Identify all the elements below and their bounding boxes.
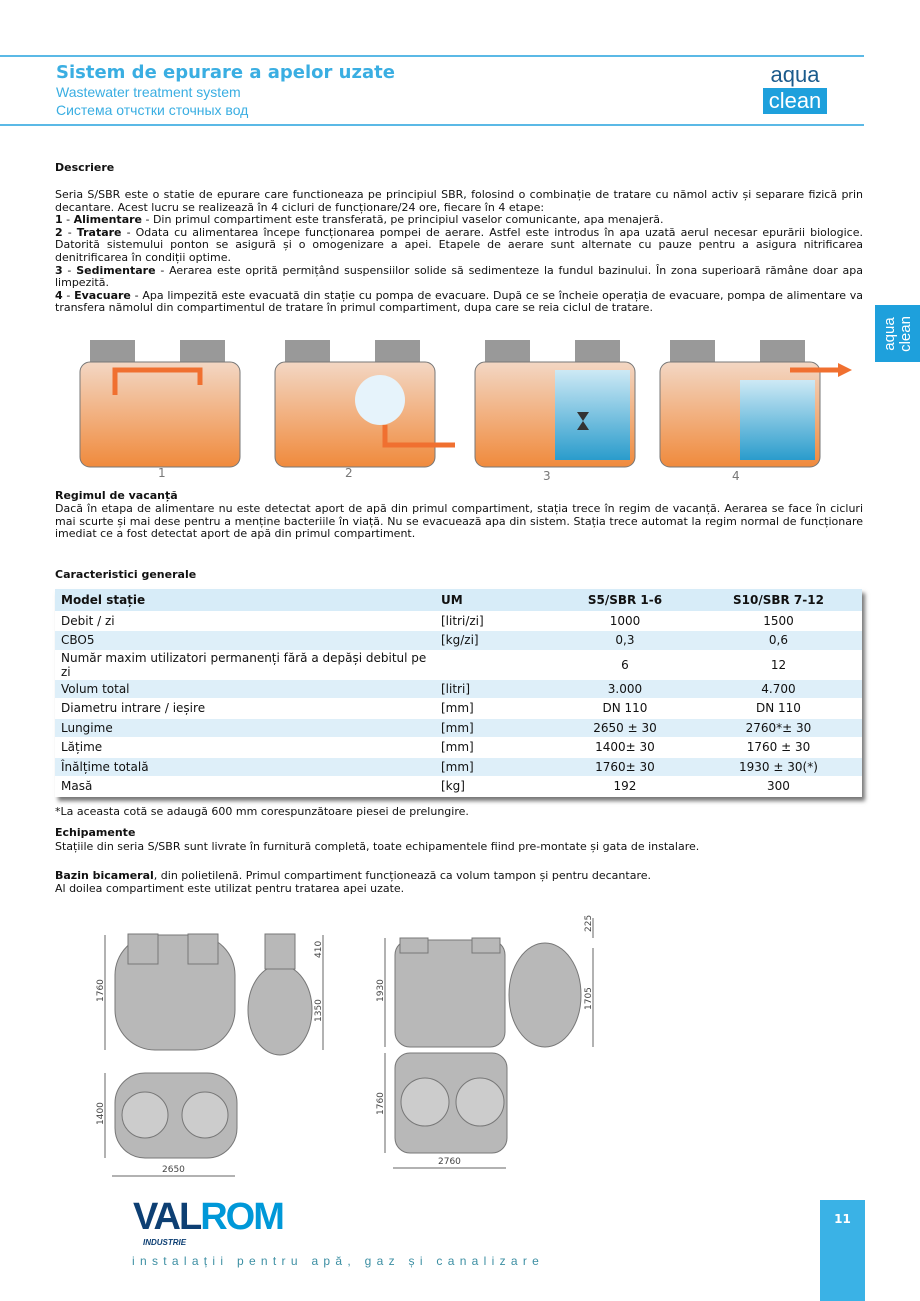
description-heading: Descriere xyxy=(55,161,115,174)
tank-text xyxy=(55,870,863,895)
subtitle-en: Wastewater treatment system xyxy=(56,84,241,100)
valrom-logo xyxy=(133,1196,283,1250)
table-cell: 1500 xyxy=(695,611,862,631)
table-row xyxy=(55,631,862,651)
stage-1-tank xyxy=(80,340,240,467)
col-header: Model stație xyxy=(55,589,435,611)
dim-label: 1930 xyxy=(376,979,386,1002)
step-num: 3 xyxy=(55,263,63,277)
step-num: 4 xyxy=(55,288,63,302)
step-4: 4 - Evacuare - Apa limpezită este evacuată din stație cu pompa de evacuare. După ce se încheie operația de evacuare, pompa de alimentare va transfera nămolul din compartimentul de tratare în primul compartiment, dupa care se reia ciclul de tratare. xyxy=(55,288,863,315)
dim-label: 225 xyxy=(584,914,594,932)
table-cell: Lățime xyxy=(55,738,435,758)
table-cell: 4.700 xyxy=(695,679,862,699)
dim-label: 1760 xyxy=(376,1092,386,1115)
specs-footnote: *La aceasta cotă se adaugă 600 mm corespunzătoare piesei de prelungire. xyxy=(55,805,469,818)
tank-text-1: , din polietilenă. Primul compartiment funcționează ca volum tampon și pentru decantare. xyxy=(153,869,651,882)
left-side-view xyxy=(248,965,312,1055)
step-text: - Din primul compartiment este transferată, pe principiul vaselor comunicante, apa menajeră. xyxy=(142,213,664,227)
dim-label: 2650 xyxy=(162,1165,185,1175)
vacation-text: Dacă în etapa de alimentare nu este detectat aport de apă din primul compartiment, stația trece în regim de vacanță. Aerarea se face în cicluri mai scurte și mai dese pentru a menține bacteriile în viață. Nu se evacuează apa din sistem. Stația trece automat la regim normal de funcționare imediat ce a fost detectat aport de apă din primul compartiment. xyxy=(55,502,863,541)
step-name: Tratare xyxy=(76,225,122,239)
table-cell: [mm] xyxy=(435,718,555,738)
table-cell: 1000 xyxy=(555,611,695,631)
logo-industrie: INDUSTRIE xyxy=(143,1238,187,1247)
dim-label: 2760 xyxy=(438,1157,461,1167)
page-title: Sistem de epurare a apelor uzate xyxy=(56,62,395,83)
table-cell: [kg] xyxy=(435,777,555,797)
step-text: - Aerarea este oprită permițând suspensiilor solide să sedimenteze la fundul bazinului. În zona superioară rămâne doar apa limpezită. xyxy=(55,263,863,290)
description-body xyxy=(55,189,863,315)
table-cell: Diametru intrare / ieșire xyxy=(55,699,435,719)
table-row xyxy=(55,679,862,699)
table-cell: [litri/zi] xyxy=(435,611,555,631)
header-rule-top xyxy=(0,55,864,57)
table-row xyxy=(55,777,862,797)
stage-label: 3 xyxy=(543,469,551,483)
table-cell: Masă xyxy=(55,777,435,797)
table-cell: [litri] xyxy=(435,679,555,699)
left-neck xyxy=(188,934,218,964)
equipment-text: Stațiile din seria S/SBR sunt livrate în furnitură completă, toate echipamentele fiind pre-montate și gata de instalare. xyxy=(55,840,700,853)
table-cell: 0,3 xyxy=(555,631,695,651)
table-row xyxy=(55,757,862,777)
table-cell: CBO5 xyxy=(55,631,435,651)
table-cell: 3.000 xyxy=(555,679,695,699)
step-1: 1 - Alimentare - Din primul compartiment este transferată, pe principiul vaselor comunicante, apa menajeră. xyxy=(55,213,664,227)
table-cell xyxy=(435,650,555,679)
stage-label: 1 xyxy=(158,466,166,480)
table-row xyxy=(55,738,862,758)
table-row xyxy=(55,699,862,719)
step-num: 2 xyxy=(55,225,63,239)
tank-text-2: Al doilea compartiment este utilizat pentru tratarea apei uzate. xyxy=(55,881,405,895)
col-header: UM xyxy=(435,589,555,611)
dim-label: 410 xyxy=(314,940,324,958)
specs-heading: Caracteristici generale xyxy=(55,568,197,581)
col-header: S10/SBR 7-12 xyxy=(695,589,862,611)
step-text: - Odata cu alimentarea începe funcționarea pompei de aerare. Astfel este introdus în apa uzată aerul necesar epurării biologice. Datorită sistemului ponton se asigură și o omogenizare a apei. Etapele de aerare sunt alternate cu pauze pentru a asigura nitrificarea denitrificarea în condiții optime. xyxy=(55,225,863,264)
table-cell: Număr maxim utilizatori permanenți fără a depăși debitul pe zi xyxy=(55,650,435,679)
side-logo-bottom: clean xyxy=(896,315,914,352)
table-cell: Lungime xyxy=(55,718,435,738)
aqua-clean-logo xyxy=(763,62,827,118)
table-cell: 1760 ± 30 xyxy=(695,738,862,758)
step-text: - Apa limpezită este evacuată din stație cu pompa de evacuare. După ce se încheie operația de evacuare, pompa de alimentare va transfera nămolul din compartimentul de tratare în primul compartiment, dupa care se reia ciclul de tratare. xyxy=(55,288,863,315)
table-cell: [mm] xyxy=(435,738,555,758)
step-2: 2 - Tratare - Odata cu alimentarea începe funcționarea pompei de aerare. Astfel este introdus în apa uzată aerul necesar epurării biologice. Datorită sistemului ponton se asigură și o omogenizare a apei. Etapele de aerare sunt alternate cu pauze pentru a asigura nitrificarea denitrificarea în condiții optime. xyxy=(55,225,863,264)
table-cell: Înălțime totală xyxy=(55,757,435,777)
table-row xyxy=(55,611,862,631)
logo-val: VAL xyxy=(133,1196,201,1238)
table-cell: 0,6 xyxy=(695,631,862,651)
right-side-view xyxy=(509,943,581,1047)
logo-rom: ROM xyxy=(200,1196,283,1238)
page-number: 11 xyxy=(820,1200,865,1301)
side-logo-top: aqua xyxy=(880,316,898,351)
right-front-view xyxy=(395,940,505,1047)
side-tab-logo xyxy=(875,305,920,362)
table-cell: DN 110 xyxy=(555,699,695,719)
step-name: Alimentare xyxy=(73,213,142,227)
logo-bottom: clean xyxy=(763,88,827,114)
dim-label: 1400 xyxy=(96,1102,106,1125)
table-cell: 1760± 30 xyxy=(555,757,695,777)
step-name: Evacuare xyxy=(74,288,131,302)
col-header: S5/SBR 1-6 xyxy=(555,589,695,611)
table-cell: 300 xyxy=(695,777,862,797)
table-cell: Volum total xyxy=(55,679,435,699)
table-cell: 192 xyxy=(555,777,695,797)
left-neck xyxy=(128,934,158,964)
footer-tagline: instalații pentru apă, gaz și canalizare xyxy=(132,1254,545,1268)
table-cell: 2760*± 30 xyxy=(695,718,862,738)
treatment-stages-illustration xyxy=(70,330,860,485)
stage-4-tank xyxy=(660,340,852,467)
table-cell: 1930 ± 30(*) xyxy=(695,757,862,777)
stage-label: 2 xyxy=(345,466,353,480)
table-cell: [mm] xyxy=(435,699,555,719)
tank-bold: Bazin bicameral xyxy=(55,869,154,882)
header-rule-bottom xyxy=(0,124,864,126)
logo-top: aqua xyxy=(770,62,820,87)
stage-label: 4 xyxy=(732,469,740,483)
step-name: Sedimentare xyxy=(76,263,156,277)
table-cell: 6 xyxy=(555,650,695,679)
vacation-heading: Regimul de vacanță xyxy=(55,489,178,502)
description-intro: Seria S/SBR este o statie de epurare care functioneaza pe principiul SBR, folosind o combinație de tratare cu nămol activ și separare fizică prin decantare. Acest lucru se realizează în 4 cicluri de funcționare/24 ore, fiecare în 4 etape: xyxy=(55,188,863,214)
table-cell: DN 110 xyxy=(695,699,862,719)
table-header xyxy=(55,589,862,611)
subtitle-ru: Система отчстки сточных вод xyxy=(56,102,249,118)
dim-label: 1760 xyxy=(96,979,106,1002)
table-row xyxy=(55,650,862,679)
table-cell: 12 xyxy=(695,650,862,679)
dim-label: 1705 xyxy=(584,987,594,1010)
step-3: 3 - Sedimentare - Aerarea este oprită permițând suspensiilor solide să sedimenteze la fundul bazinului. În zona superioară rămâne doar apa limpezită. xyxy=(55,263,863,290)
table-cell: Debit / zi xyxy=(55,611,435,631)
stage-3-tank xyxy=(475,340,635,467)
table-cell: [kg/zi] xyxy=(435,631,555,651)
technical-drawings xyxy=(90,910,810,1180)
equipment-heading: Echipamente xyxy=(55,826,136,839)
specs-table xyxy=(55,589,862,797)
table-cell: 2650 ± 30 xyxy=(555,718,695,738)
dim-label: 1350 xyxy=(314,999,324,1022)
stage-2-tank xyxy=(275,340,455,467)
table-cell: 1400± 30 xyxy=(555,738,695,758)
table-row xyxy=(55,718,862,738)
step-num: 1 xyxy=(55,213,63,227)
table-cell: [mm] xyxy=(435,757,555,777)
